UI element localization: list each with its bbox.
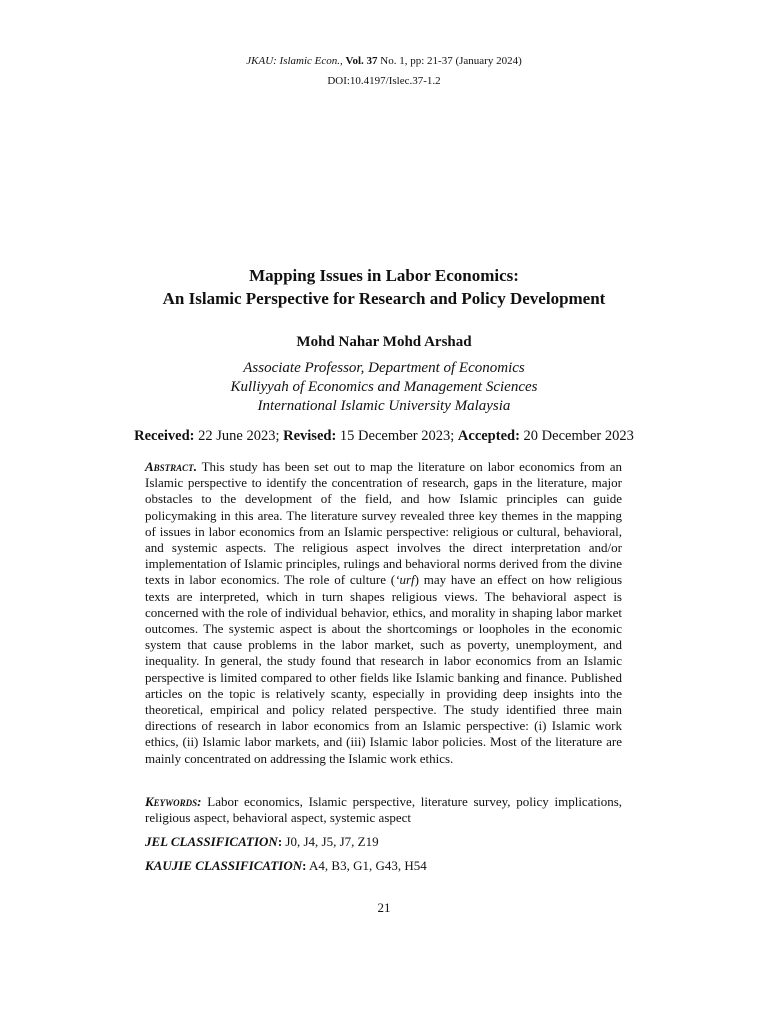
abstract-label: Abstract (145, 459, 194, 474)
accepted-date: 20 December 2023 (523, 428, 634, 444)
keywords (145, 794, 622, 826)
abstract-text-part-2: ) may have an effect on how religious texts are interpreted, which in turn shapes religious views. The behavioral aspect is concerned with the role of individual behavior, ethics, and morality in shaping labor market outcomes. The systemic aspect is about the shortcomings or loopholes in the economic system that cause problems in the labor market, such as poverty, unemployment, and inequality. In general, the study found that research in labor economics from an Islamic perspective is limited compared to other fields like Islamic banking and finance. Published articles on the topic is relatively scanty, especially in providing deep insights into the theoretical, empirical and policy related perspective. The study identified three main directions of research in labor economics from an Islamic perspective: (i) Islamic work ethics, (ii) Islamic labor markets, and (iii) Islamic labor policies. Most of the literature are mainly concentrated on addressing the Islamic work ethics. (145, 572, 623, 766)
jel-codes: J0, J4, J5, J7, Z19 (285, 834, 379, 849)
doi: DOI:10.4197/Islec.37-1.2 (327, 75, 441, 87)
received-label: Received: (134, 428, 195, 444)
paper-title (0, 264, 768, 310)
kaujie-classification: KAUJIE CLASSIFICATION: A4, B3, G1, G43, H54 (145, 858, 427, 873)
author-name: Mohd Nahar Mohd Arshad (296, 334, 472, 350)
journal-issue-pages: No. 1, pp: 21-37 (January 2024) (380, 55, 522, 67)
jel-label: JEL CLASSIFICATION (145, 834, 278, 849)
affiliation-line-3: International Islamic University Malaysia (257, 398, 511, 414)
accepted-label: Accepted: (457, 428, 520, 444)
keywords-text: Labor economics, Islamic perspective, literature survey, policy implications, religious aspect, behavioral aspect, systemic aspect (145, 794, 623, 826)
revised-date: 15 December 2023; (339, 428, 455, 444)
affiliation-line-1: Associate Professor, Department of Economics (243, 360, 525, 376)
kaujie-codes: A4, B3, G1, G43, H54 (309, 858, 427, 873)
title-line-1: Mapping Issues in Labor Economics: (249, 266, 519, 285)
abstract-text-part-1: This study has been set out to map the literature on labor economics from an Islamic perspective to identify the concentration of research, gaps in the literature, major obstacles to the development of the field, and how Islamic principles can guide policymaking in this area. The literature survey revealed three key themes in the mapping of issues in labor economics from an Islamic perspective: religious or cultural, behavioral, and systemic aspects. The religious aspect involves the direct interpretation and/or implementation of Islamic principles, rulings and behavioral norms derived from the divine texts in labor economics. The role of culture ( (145, 459, 623, 588)
revised-label: Revised: (283, 428, 337, 444)
journal-name: JKAU: Islamic Econ., (246, 55, 343, 67)
abstract-urf-term: ‘urf (395, 572, 415, 588)
keywords-label: Keywords: (145, 794, 202, 809)
jel-classification: JEL CLASSIFICATION: J0, J4, J5, J7, Z19 (145, 834, 379, 849)
affiliation-line-2: Kulliyyah of Economics and Management Sciences (230, 379, 538, 395)
author-affiliation (0, 359, 768, 416)
page-number: 21 (377, 900, 391, 915)
abstract: Abstract. This study has been set out to map the literature on labor economics from an Islamic perspective to identify the concentration of research, gaps in the literature, major obstacles to the development of the field, and how Islamic principles can guide policymaking in this area. The literature survey revealed three key themes in the mapping of issues in labor economics from an Islamic perspective: religious or cultural, behavioral, and systemic aspects. The religious aspect involves the direct interpretation and/or implementation of Islamic principles, rulings and behavioral norms derived from the divine texts in labor economics. The role of culture (‘urf) may have an effect on how religious texts are interpreted, which in turn shapes religious views. The behavioral aspect is concerned with the role of individual behavior, ethics, and morality in shaping labor market outcomes. The systemic aspect is about the shortcomings or loopholes in the economic system that cause problems in the labor market, such as poverty, unemployment, and inequality. In general, the study found that research in labor economics from an Islamic perspective is limited compared to other fields like Islamic banking and finance. Published articles on the topic is relatively scanty, especially in providing deep insights into the theoretical, empirical and policy related perspective. The study identified three main directions of research in labor economics from an Islamic perspective: (i) Islamic work ethics, (ii) Islamic labor markets, and (iii) Islamic labor policies. Most of the literature are mainly concentrated on addressing the Islamic work ethics. (145, 459, 623, 766)
journal-header (0, 54, 768, 68)
title-line-2: An Islamic Perspective for Research and Policy Development (162, 289, 606, 308)
journal-volume: Vol. 37 (345, 55, 378, 67)
kaujie-label: KAUJIE CLASSIFICATION (145, 858, 303, 873)
submission-dates (0, 427, 768, 446)
received-date: 22 June 2023; (198, 428, 280, 444)
